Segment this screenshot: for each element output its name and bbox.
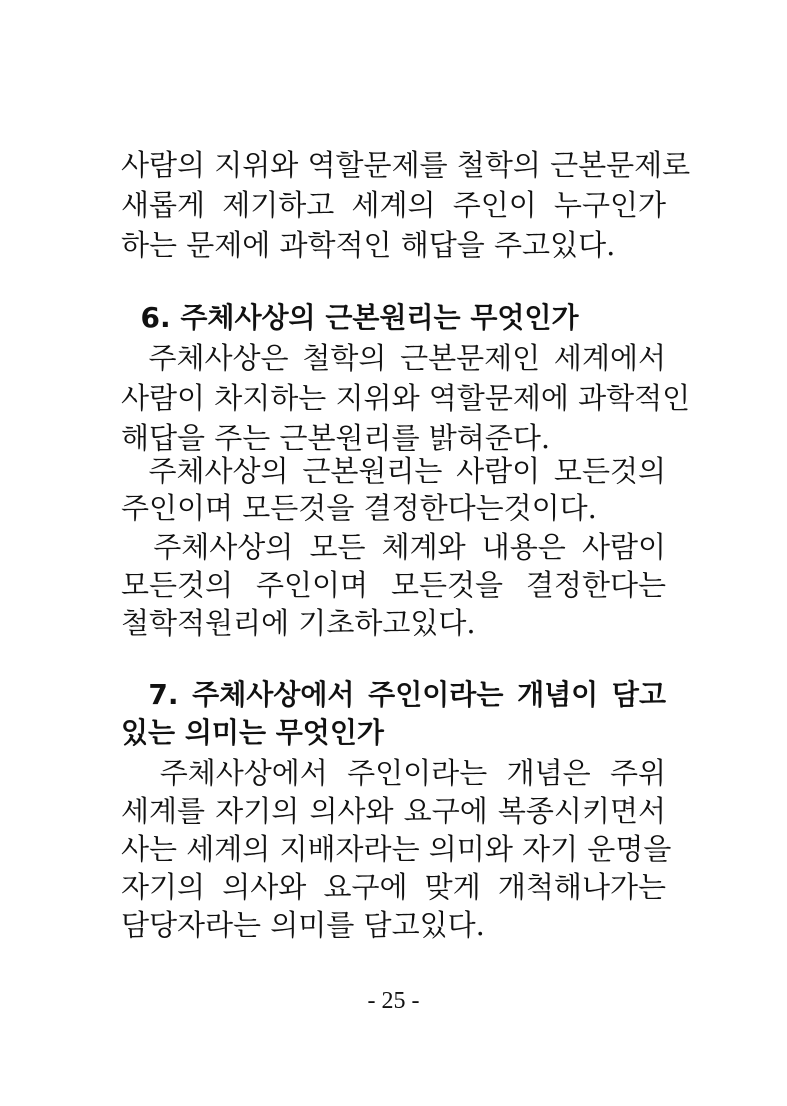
body-text-line: 해답을 주는 근본원리를 밝혀준다. [121, 421, 551, 455]
body-text-line: 모든것의 주인이며 모든것을 결정한다는 [121, 568, 666, 602]
body-text-line: 주체사상의 모든 체계와 내용은 사람이 [121, 530, 666, 564]
section-heading: 7. 주체사상에서 주인이라는 개념이 담고 [121, 678, 666, 711]
body-text-line: 자기의 의사와 요구에 맞게 개척해나가는 [121, 870, 666, 904]
body-text-line: 하는 문제에 과학적인 해답을 주고있다. [121, 228, 616, 262]
body-text-line: 주체사상에서 주인이라는 개념은 주위 [121, 756, 666, 790]
body-text-line: 세계를 자기의 의사와 요구에 복종시키면서 [121, 794, 666, 828]
body-text-line: 사람이 차지하는 지위와 역할문제에 과학적인 [121, 381, 691, 415]
body-text-line: 주체사상은 철학의 근본문제인 세계에서 [121, 341, 666, 375]
body-text-line: 주인이며 모든것을 결정한다는것이다. [121, 491, 597, 525]
body-text-line: 새롭게 제기하고 세계의 주인이 누구인가 [121, 188, 666, 222]
body-text-line: 사람의 지위와 역할문제를 철학의 근본문제로 [121, 148, 691, 182]
body-text-line: 주체사상의 근본원리는 사람이 모든것의 [121, 454, 666, 488]
body-text-line: 사는 세계의 지배자라는 의미와 자기 운명을 [121, 832, 672, 866]
body-text-line: 철학적원리에 기초하고있다. [121, 606, 476, 640]
page-number: - 25 - [367, 988, 420, 1014]
body-text-line: 담당자라는 의미를 담고있다. [121, 908, 485, 942]
section-heading: 있는 의미는 무엇인가 [121, 716, 384, 749]
section-heading: 6. 주체사상의 근본원리는 무엇인가 [121, 301, 579, 334]
